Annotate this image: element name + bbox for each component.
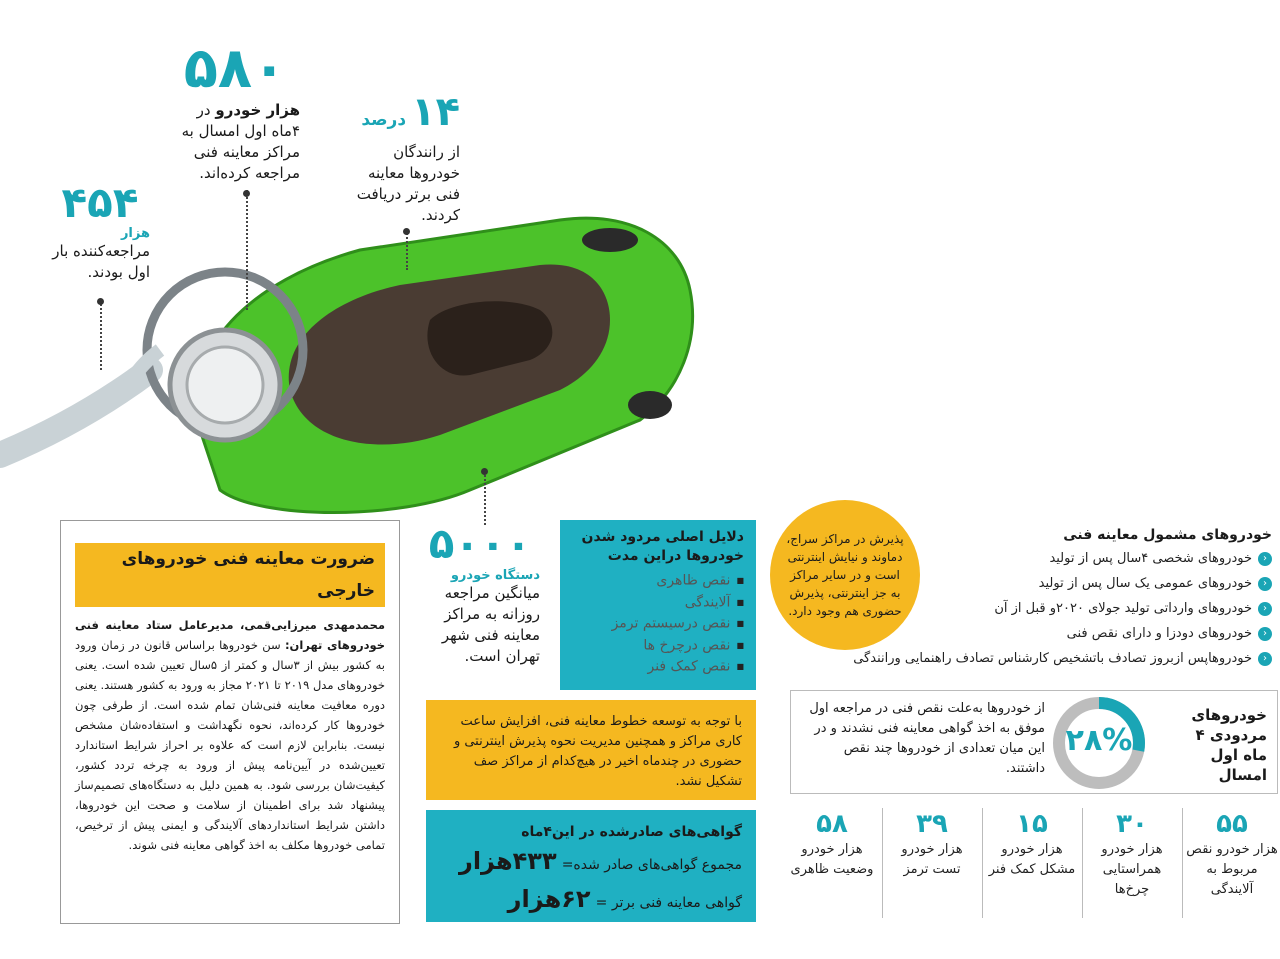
stat-5000-number: ۵۰۰۰ bbox=[428, 519, 532, 568]
stat-5000-text: میانگین مراجعه روزانه به مراکز معاینه فنی شهر تهران است. bbox=[441, 584, 540, 665]
category-label: خودروهای وارداتی تولید جولای ۲۰۲۰و قبل از آن bbox=[994, 601, 1252, 616]
defect-number: ۳۰ bbox=[1116, 809, 1148, 839]
category-label: خودروهای عمومی یک سال پس از تولید bbox=[1038, 576, 1252, 591]
hours-notice-text: با توجه به توسعه خطوط معاینه فنی، افزایش ساعت کاری مراکز و همچنین مدیریت نحوه پذیرش اینترنتی و حضوری در چندماه اخیر در هیچ‌کدام از مراکز صف تشکیل نشد. bbox=[453, 714, 742, 789]
defect-label: هزار خودرو همراستایی چرخ‌ها bbox=[1101, 842, 1163, 897]
rejected-text: از خودروها به‌علت نقص فنی در مراجعه اول موفق به اخذ گواهی معاینه فنی نشدند و در این میان تعدادی از خودروها چند نقص داشتند. bbox=[809, 701, 1045, 776]
article-box bbox=[60, 520, 400, 924]
rejected-title: خودروهای مردودی ۴ ماه اول امسال bbox=[1191, 706, 1267, 784]
stat-454-text: مراجعه‌کننده بار اول بودند. bbox=[52, 242, 150, 281]
online-notice-text: پذیرش در مراکز سراج، دماوند و نیایش اینترنتی است و در سایر مراکز به جز اینترنتی، پذیرش حضوری هم وجود دارد. bbox=[786, 532, 904, 618]
defect-label: هزار خودرو وضعیت ظاهری bbox=[790, 842, 874, 877]
stat-14-text: از رانندگان خودروها معاینه فنی برتر دریافت کردند. bbox=[356, 143, 460, 224]
reason-item: ■ نقص کمک فنر bbox=[572, 656, 744, 678]
defect-stat bbox=[886, 808, 978, 880]
category-item bbox=[820, 546, 1272, 571]
stat-5000-unit: دستگاه خودرو bbox=[450, 568, 540, 583]
article-title: ضرورت معاینه فنی خودروهای خارجی bbox=[75, 543, 385, 607]
chevron-left-icon: ‹ bbox=[1258, 652, 1272, 666]
category-item bbox=[820, 596, 1272, 621]
stat-14-block bbox=[340, 90, 460, 226]
defect-stat bbox=[1086, 808, 1178, 900]
stat-454-block bbox=[50, 180, 150, 283]
certificates-total-label: مجموع گواهی‌های صادر شده= bbox=[561, 857, 742, 873]
chevron-left-icon: ‹ bbox=[1258, 602, 1272, 616]
stat-580-bold: هزار خودرو bbox=[215, 101, 300, 119]
defect-number: ۳۹ bbox=[916, 809, 948, 839]
certificates-top-label: گواهی معاینه فنی برتر = bbox=[595, 895, 742, 911]
article-author: محمدمهدی میرزایی‌قمی، مدیرعامل ستاد معاینه فنی خودروهای تهران: bbox=[75, 618, 385, 652]
certificates-box bbox=[426, 810, 756, 922]
category-label: خودروهای دودزا و دارای نقص فنی bbox=[1066, 626, 1252, 641]
category-label: خودروهاپس ازبروز تصادف باتشخیص کارشناس تصادف راهنمایی ورانندگی bbox=[853, 651, 1252, 666]
defect-number: ۵۵ bbox=[1216, 809, 1248, 839]
certificates-title: گواهی‌های صادرشده در این۴ماه bbox=[521, 824, 742, 840]
stat-580-number: ۵۸۰ bbox=[183, 36, 287, 101]
stat-5000-block bbox=[420, 520, 540, 667]
hours-notice-box bbox=[426, 700, 756, 800]
category-label: خودروهای شخصی ۴سال پس از تولید bbox=[1049, 551, 1252, 566]
chevron-left-icon: ‹ bbox=[1258, 552, 1272, 566]
stat-580-text: در ۴ماه اول امسال به مراکز معاینه فنی مراجعه کرده‌اند. bbox=[181, 101, 300, 182]
defect-stat bbox=[786, 808, 878, 880]
defect-label: هزار خودرو نقص مربوط به آلایندگی bbox=[1186, 842, 1278, 897]
defect-stat bbox=[986, 808, 1078, 880]
defect-number: ۵۸ bbox=[816, 809, 848, 839]
reason-item: ■ نقص ظاهری bbox=[572, 570, 744, 592]
rejected-percent: ۲۸% bbox=[1065, 723, 1133, 758]
categories-title: خودروهای مشمول معاینه فنی bbox=[1063, 527, 1272, 543]
reason-item: ■ آلایندگی bbox=[572, 592, 744, 614]
categories-block bbox=[820, 524, 1272, 671]
stat-14-number: ۱۴ bbox=[411, 89, 460, 135]
certificates-top-value: ۶۲هزار bbox=[507, 885, 591, 913]
defect-label: هزار خودرو تست ترمز bbox=[901, 842, 963, 877]
reasons-box bbox=[560, 520, 756, 690]
article-body: سن خودروها براساس قانون در زمان ورود به کشور بیش از ۳سال و کمتر از ۵سال تعیین شده است. یعنی خودروهای مدل ۲۰۱۹ تا ۲۰۲۱ مجاز به ورود به کشور هستند. یعنی دوره معافیت معاینه فنی‌شان تمام شده است. از طرفی چون خودروها کار کرده‌اند، نحوه نگهداشت و استفاده‌شان مشخص نیست. بنابراین لازم است که علاوه بر احراز شرایط استاندارد تعیین‌شده در آیین‌نامه پیش از ورود به چرخه تردد کشور، کیفیت‌شان بررسی شود. به همین دلیل به دستگاه‌های تصمیم‌ساز پیشنهاد شد برای اطمینان از سلامت و صحت این خودروها، داشتن شرایط استانداردهای آلایندگی و ایمنی پیش از ترخیص، تمامی خودروها مکلف به اخذ گواهی معاینه فنی شوند. bbox=[75, 638, 386, 852]
stat-454-number: ۴۵۴ bbox=[61, 178, 139, 227]
category-item bbox=[820, 646, 1272, 671]
defect-stat bbox=[1186, 808, 1278, 900]
rejected-box bbox=[790, 690, 1278, 794]
certificates-total-value: ۴۳۳هزار bbox=[459, 847, 557, 875]
defect-label: هزار خودرو مشکل کمک فنر bbox=[988, 842, 1076, 877]
reason-item: ■ نقص درسیستم ترمز bbox=[572, 613, 744, 635]
chevron-left-icon: ‹ bbox=[1258, 577, 1272, 591]
category-item bbox=[820, 621, 1272, 646]
stat-454-unit: هزار bbox=[120, 226, 150, 241]
stat-580-block bbox=[170, 36, 300, 184]
chevron-left-icon: ‹ bbox=[1258, 627, 1272, 641]
defect-number: ۱۵ bbox=[1016, 809, 1048, 839]
stat-14-unit: درصد bbox=[361, 110, 407, 130]
reasons-title: دلایل اصلی مردود شدن خودروها دراین مدت bbox=[581, 529, 744, 564]
reason-item: ■ نقص درچرخ ها bbox=[572, 635, 744, 657]
category-item bbox=[820, 571, 1272, 596]
